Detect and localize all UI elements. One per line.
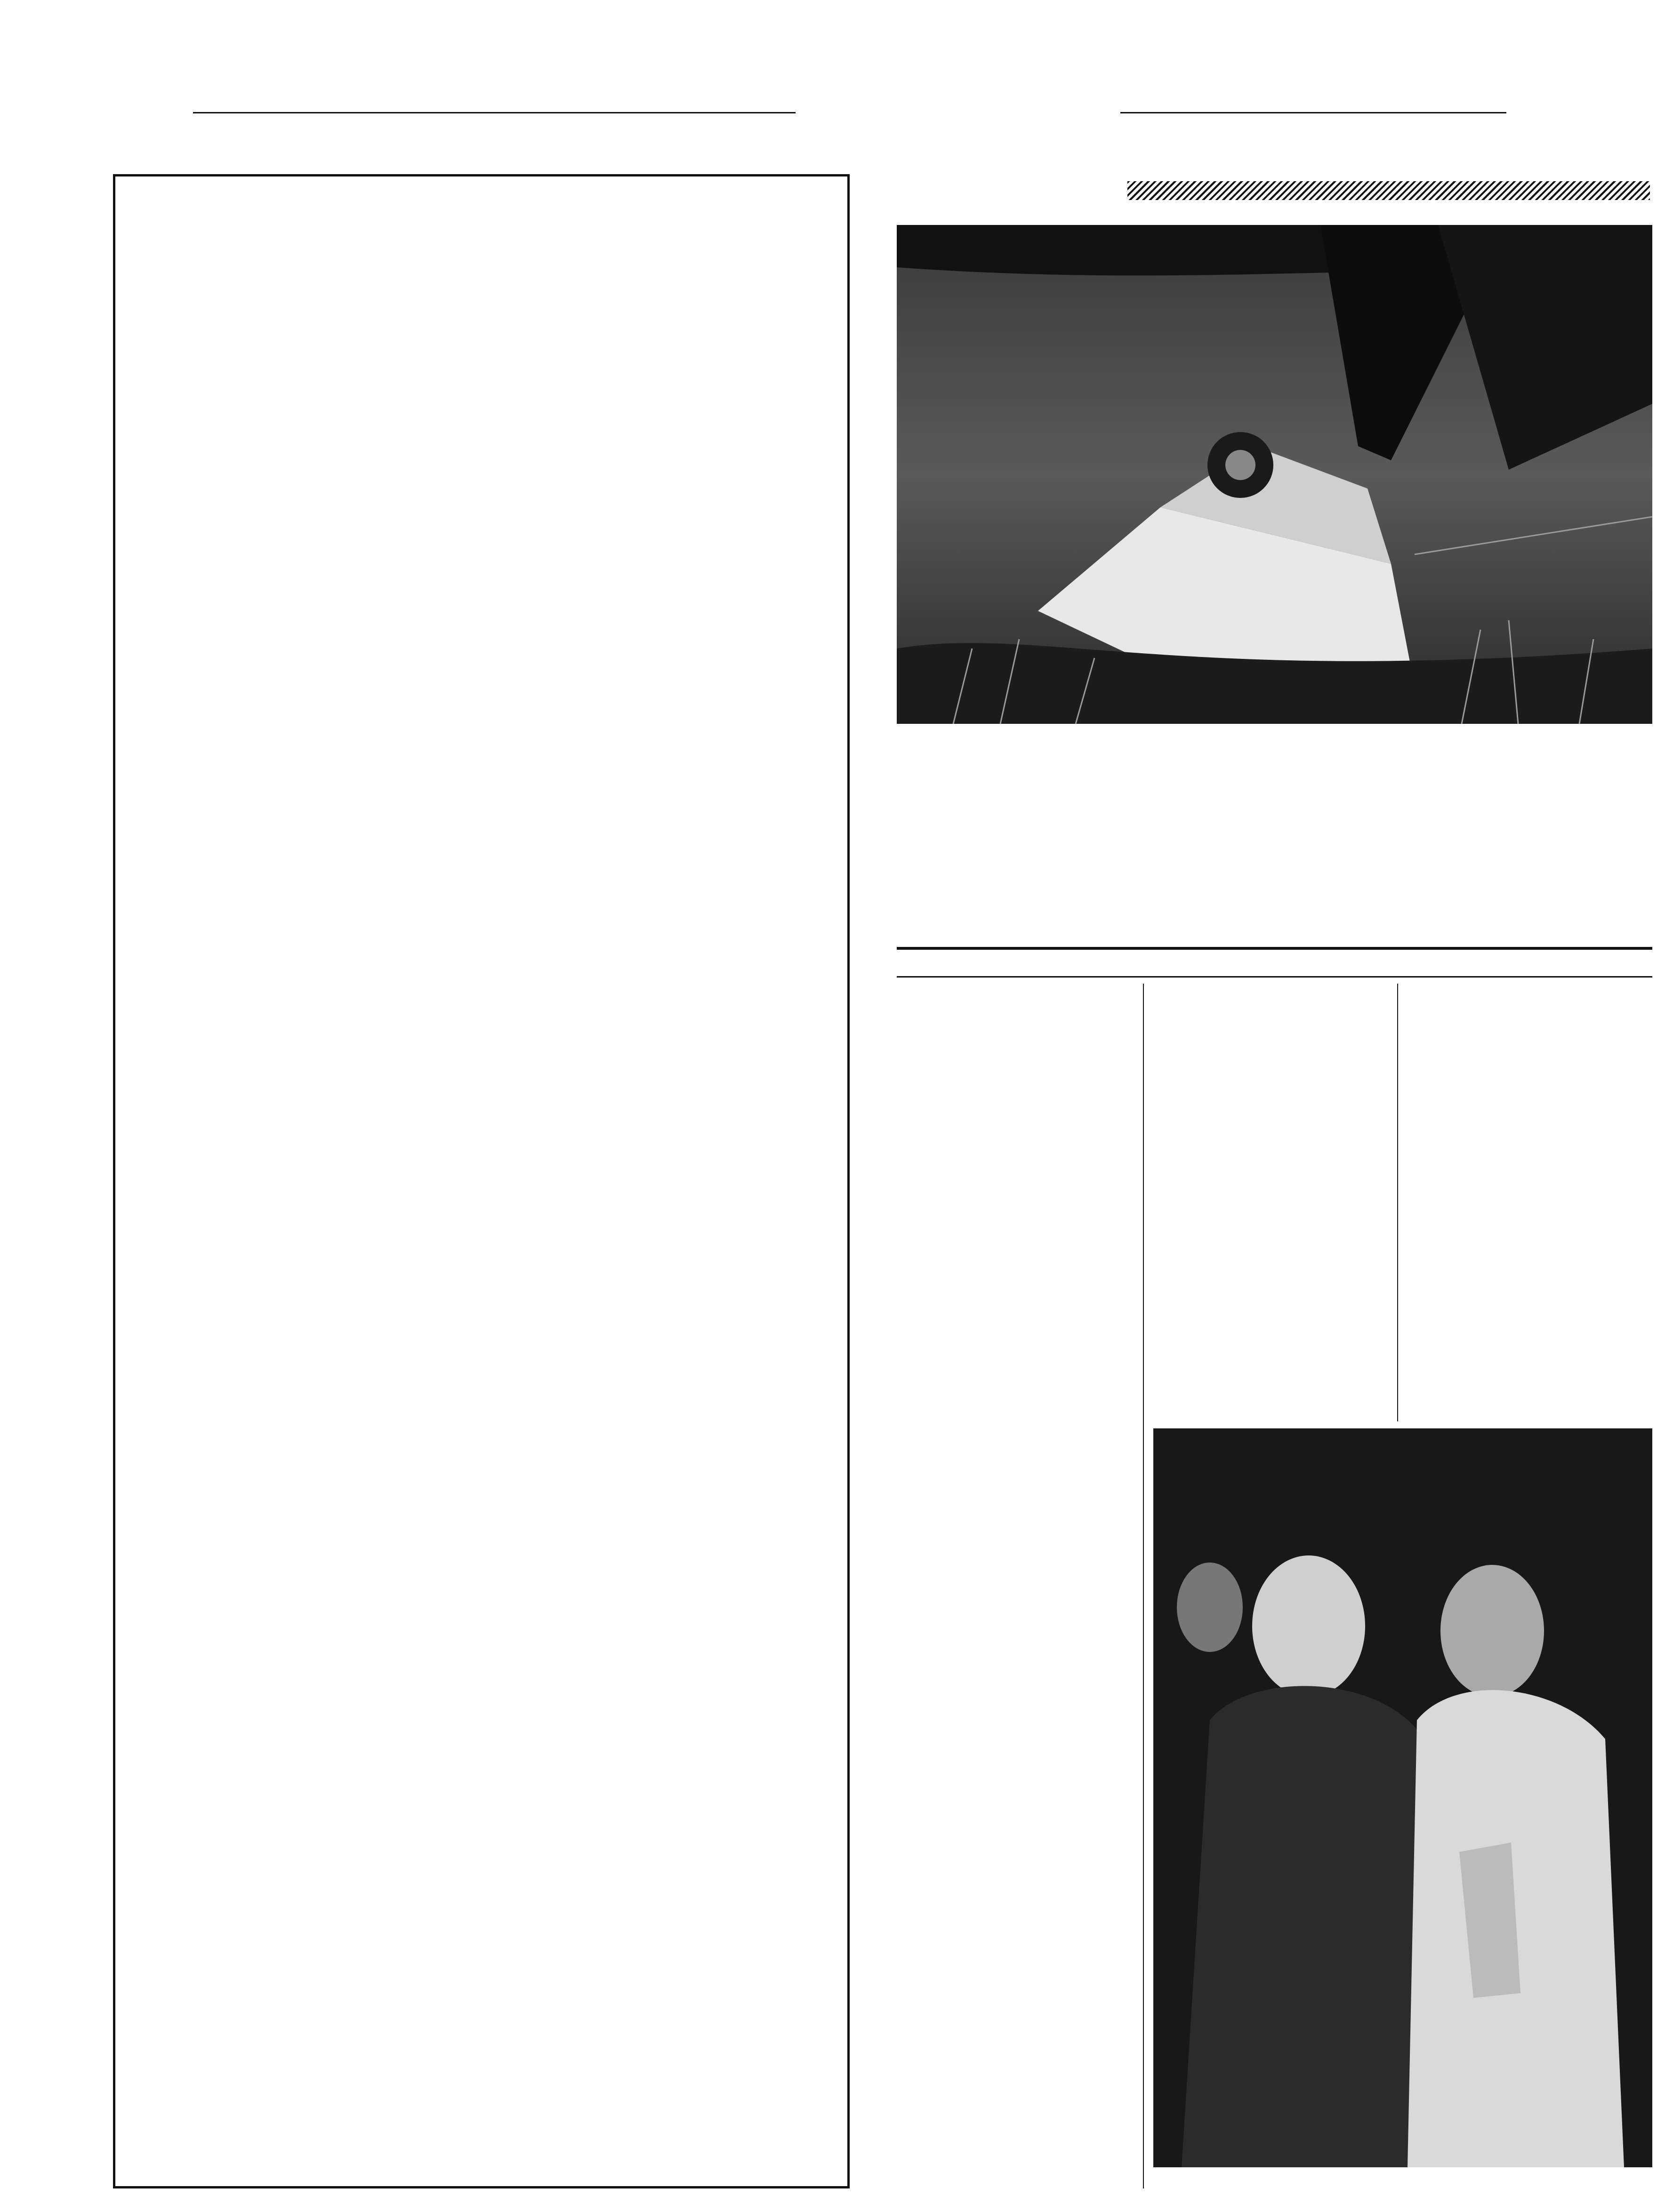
reporter-at-site-image [1153,1428,1652,2167]
column-rule [1397,984,1398,1421]
article-column-1 [897,984,1137,990]
accident-photo [897,225,1652,724]
masthead [132,89,1657,118]
submerged-van-image [897,225,1652,724]
masthead-rule-right [1120,112,1506,113]
column-rule [1143,984,1144,2188]
section-hatch-rule [1127,181,1650,200]
union-advertisement [113,174,850,2188]
reporter-photo [1153,1428,1652,2167]
byline [897,947,1652,978]
masthead-rule-left [193,112,796,113]
